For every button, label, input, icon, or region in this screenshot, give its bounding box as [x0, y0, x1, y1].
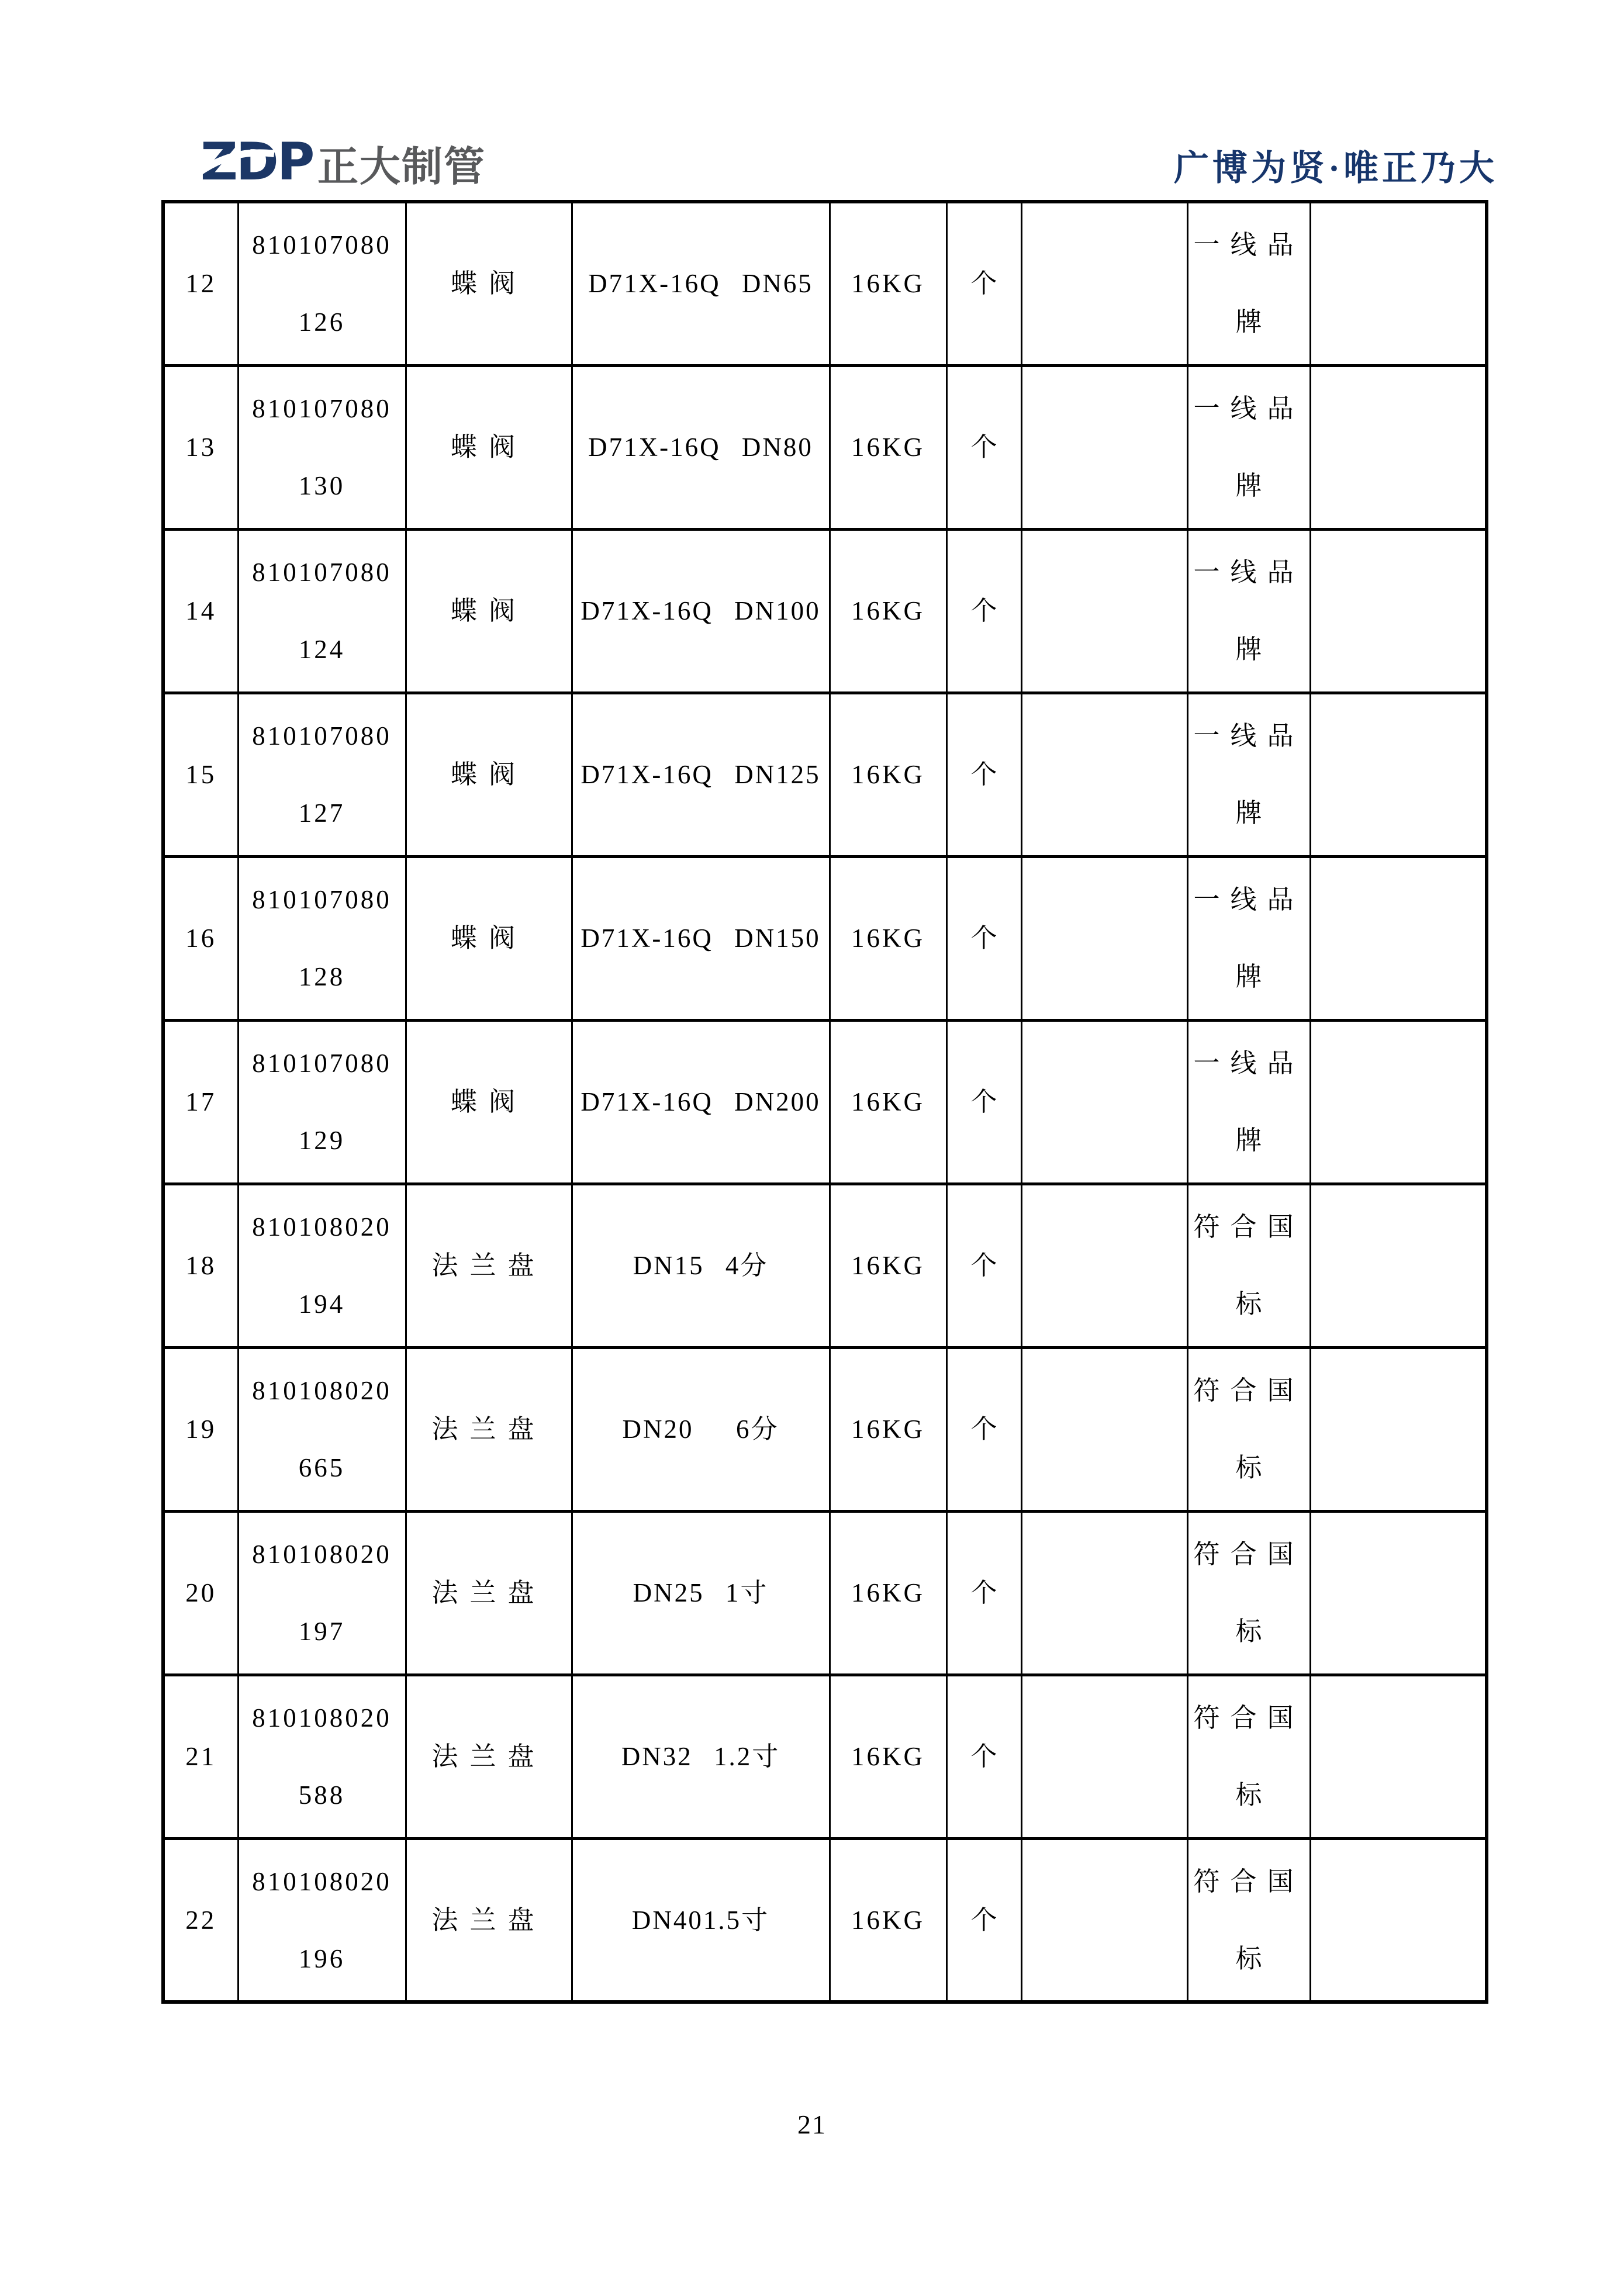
cell-remark: 符合国 标: [1187, 1675, 1310, 1838]
cell-remark: 一线品 牌: [1187, 856, 1310, 1020]
cell-qty: [1021, 1347, 1187, 1511]
cell-note: [1310, 856, 1487, 1020]
cell-code: 810107080 128: [238, 856, 406, 1020]
cell-code: 810107080 130: [238, 365, 406, 529]
table-row: [163, 1838, 1487, 2002]
cell-spec: D71X-16Q DN80: [572, 365, 830, 529]
cell-pressure: 16KG: [830, 1511, 946, 1675]
product-table: [161, 200, 1488, 2004]
cell-seq: 13: [163, 365, 238, 529]
cell-pressure: 16KG: [830, 1184, 946, 1347]
cell-qty: [1021, 365, 1187, 529]
cell-note: [1310, 693, 1487, 856]
cell-unit: 个: [946, 1511, 1021, 1675]
cell-spec: D71X-16Q DN65: [572, 202, 830, 365]
cell-qty: [1021, 529, 1187, 693]
cell-qty: [1021, 1020, 1187, 1184]
cell-spec: DN25 1寸: [572, 1511, 830, 1675]
cell-pressure: 16KG: [830, 365, 946, 529]
cell-qty: [1021, 1511, 1187, 1675]
cell-seq: 17: [163, 1020, 238, 1184]
cell-seq: 14: [163, 529, 238, 693]
cell-seq: 15: [163, 693, 238, 856]
cell-name: 蝶阀: [406, 202, 572, 365]
cell-unit: 个: [946, 202, 1021, 365]
cell-unit: 个: [946, 1020, 1021, 1184]
cell-note: [1310, 529, 1487, 693]
table-row: [163, 1184, 1487, 1347]
cell-qty: [1021, 1838, 1187, 2002]
cell-code: 810108020 194: [238, 1184, 406, 1347]
cell-spec: D71X-16Q DN100: [572, 529, 830, 693]
cell-unit: 个: [946, 693, 1021, 856]
table-row: [163, 1020, 1487, 1184]
logo-mark-text: ZDP: [201, 136, 313, 190]
cell-seq: 21: [163, 1675, 238, 1838]
cell-note: [1310, 1347, 1487, 1511]
cell-seq: 22: [163, 1838, 238, 2002]
page-number: 21: [797, 2110, 827, 2139]
cell-unit: 个: [946, 1675, 1021, 1838]
cell-code: 810108020 588: [238, 1675, 406, 1838]
cell-remark: 符合国 标: [1187, 1347, 1310, 1511]
cell-spec: DN401.5寸: [572, 1838, 830, 2002]
cell-qty: [1021, 856, 1187, 1020]
cell-remark: 一线品 牌: [1187, 529, 1310, 693]
cell-pressure: 16KG: [830, 856, 946, 1020]
cell-remark: 一线品 牌: [1187, 693, 1310, 856]
cell-note: [1310, 1675, 1487, 1838]
table-row: [163, 1511, 1487, 1675]
cell-code: 810108020 196: [238, 1838, 406, 2002]
cell-remark: 一线品 牌: [1187, 1020, 1310, 1184]
table-row: [163, 693, 1487, 856]
cell-note: [1310, 202, 1487, 365]
cell-name: 蝶阀: [406, 365, 572, 529]
cell-qty: [1021, 1184, 1187, 1347]
cell-seq: 20: [163, 1511, 238, 1675]
cell-unit: 个: [946, 1184, 1021, 1347]
header-slogan: 广博为贤·唯正乃大: [1173, 149, 1498, 188]
cell-code: 810108020 665: [238, 1347, 406, 1511]
cell-qty: [1021, 202, 1187, 365]
cell-unit: 个: [946, 529, 1021, 693]
cell-code: 810107080 129: [238, 1020, 406, 1184]
table-row: [163, 1347, 1487, 1511]
table-row: [163, 365, 1487, 529]
cell-note: [1310, 1511, 1487, 1675]
cell-spec: DN15 4分: [572, 1184, 830, 1347]
zdp-logo-icon: [201, 136, 692, 190]
cell-remark: 符合国 标: [1187, 1184, 1310, 1347]
cell-unit: 个: [946, 1838, 1021, 2002]
cell-pressure: 16KG: [830, 202, 946, 365]
cell-unit: 个: [946, 1347, 1021, 1511]
cell-pressure: 16KG: [830, 1838, 946, 2002]
cell-seq: 19: [163, 1347, 238, 1511]
cell-seq: 18: [163, 1184, 238, 1347]
cell-name: 蝶阀: [406, 856, 572, 1020]
cell-qty: [1021, 693, 1187, 856]
cell-name: 法兰盘: [406, 1347, 572, 1511]
cell-name: 蝶阀: [406, 529, 572, 693]
cell-name: 蝶阀: [406, 693, 572, 856]
cell-remark: 一线品 牌: [1187, 365, 1310, 529]
cell-name: 法兰盘: [406, 1675, 572, 1838]
cell-pressure: 16KG: [830, 1020, 946, 1184]
cell-spec: D71X-16Q DN200: [572, 1020, 830, 1184]
cell-spec: D71X-16Q DN150: [572, 856, 830, 1020]
cell-code: 810107080 124: [238, 529, 406, 693]
cell-unit: 个: [946, 856, 1021, 1020]
cell-name: 法兰盘: [406, 1184, 572, 1347]
cell-note: [1310, 1838, 1487, 2002]
cell-seq: 16: [163, 856, 238, 1020]
cell-name: 法兰盘: [406, 1511, 572, 1675]
table-row: [163, 202, 1487, 365]
cell-note: [1310, 1020, 1487, 1184]
cell-qty: [1021, 1675, 1187, 1838]
cell-pressure: 16KG: [830, 529, 946, 693]
cell-spec: DN20 6分: [572, 1347, 830, 1511]
table-row: [163, 529, 1487, 693]
cell-note: [1310, 365, 1487, 529]
cell-remark: 一线品 牌: [1187, 202, 1310, 365]
cell-name: 法兰盘: [406, 1838, 572, 2002]
cell-code: 810108020 197: [238, 1511, 406, 1675]
logo-company-text: 正大制管: [317, 143, 486, 190]
cell-unit: 个: [946, 365, 1021, 529]
table-row: [163, 1675, 1487, 1838]
cell-remark: 符合国 标: [1187, 1511, 1310, 1675]
cell-name: 蝶阀: [406, 1020, 572, 1184]
cell-note: [1310, 1184, 1487, 1347]
cell-pressure: 16KG: [830, 1347, 946, 1511]
cell-pressure: 16KG: [830, 1675, 946, 1838]
cell-spec: D71X-16Q DN125: [572, 693, 830, 856]
page-header: [0, 0, 1624, 200]
cell-code: 810107080 126: [238, 202, 406, 365]
cell-pressure: 16KG: [830, 693, 946, 856]
table-row: [163, 856, 1487, 1020]
cell-remark: 符合国 标: [1187, 1838, 1310, 2002]
cell-spec: DN32 1.2寸: [572, 1675, 830, 1838]
company-logo: [201, 136, 692, 190]
cell-code: 810107080 127: [238, 693, 406, 856]
cell-seq: 12: [163, 202, 238, 365]
